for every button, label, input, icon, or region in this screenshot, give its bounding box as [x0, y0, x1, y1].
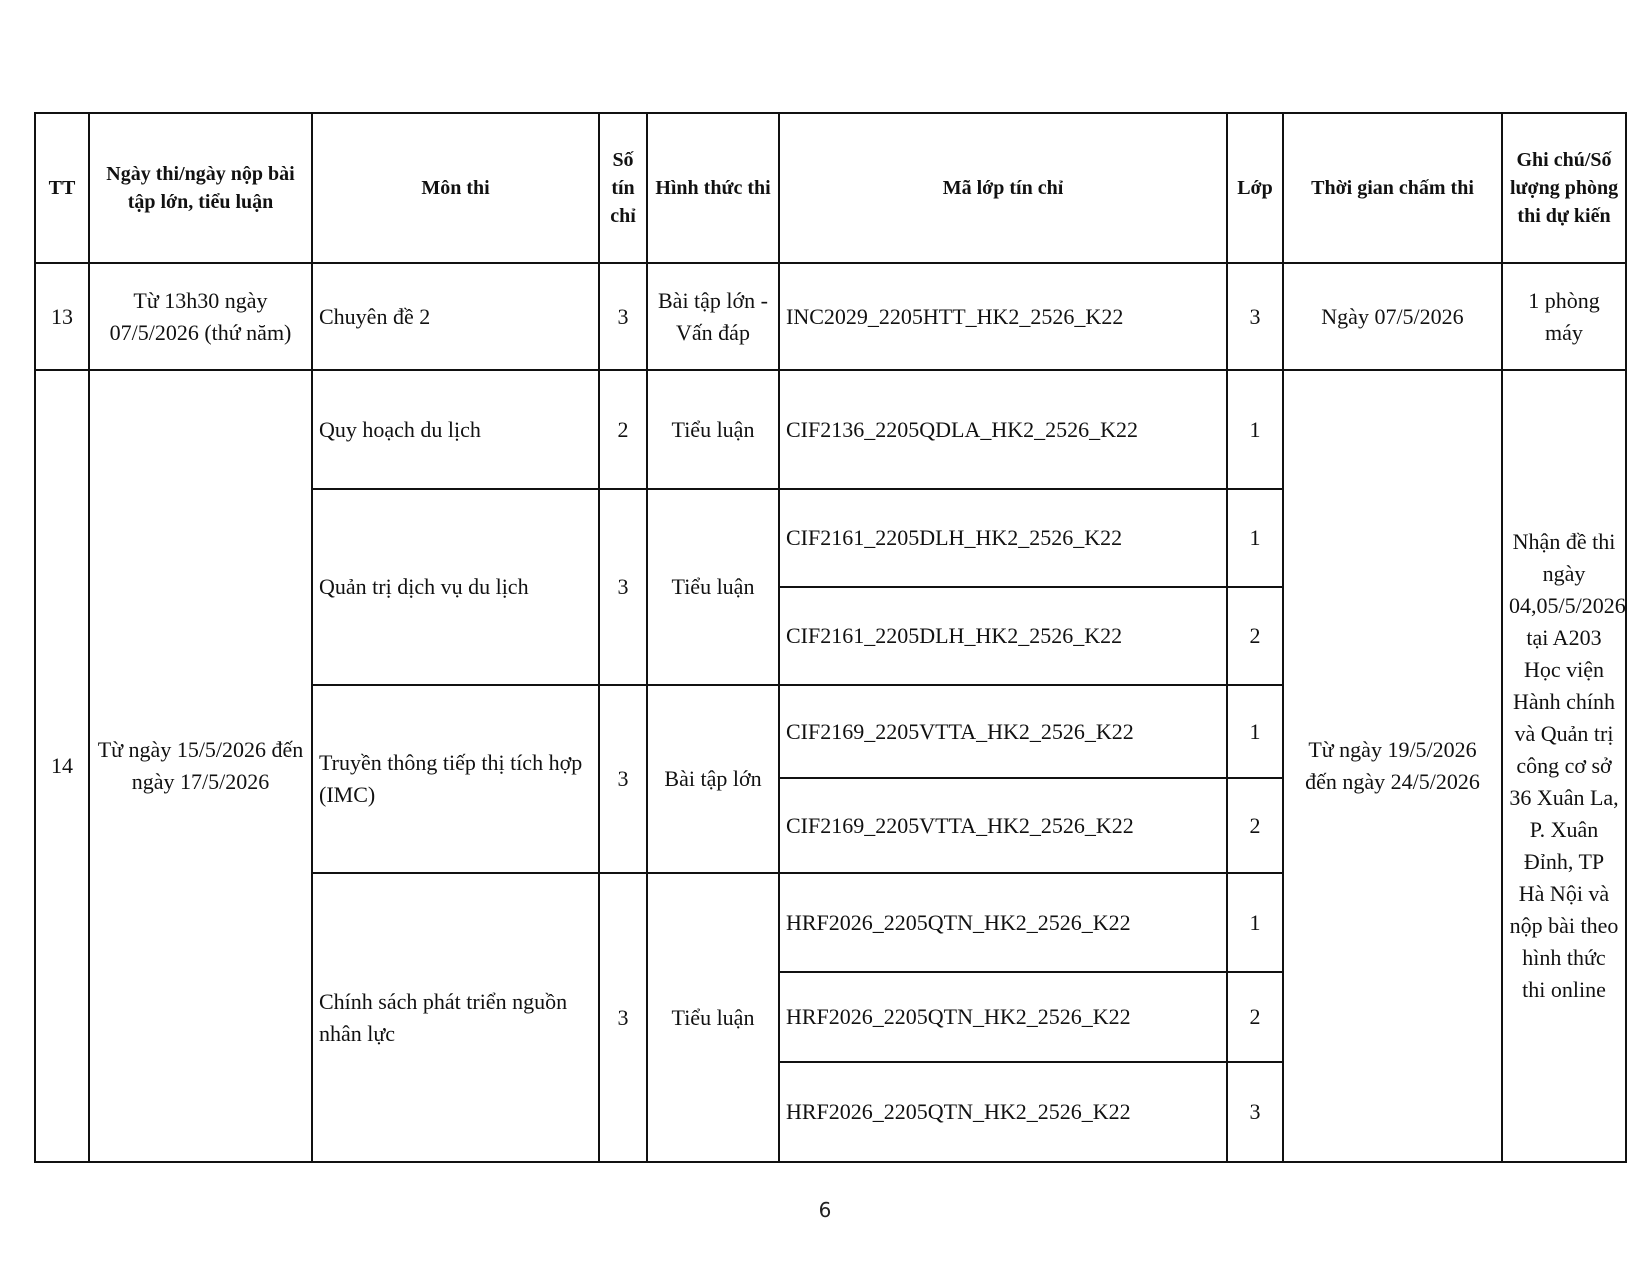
row-lop: 1 [1227, 489, 1283, 587]
table-row [35, 370, 1626, 489]
row-lop: 1 [1227, 873, 1283, 972]
row-format: Bài tập lớn - Vấn đáp [647, 263, 779, 370]
row-class-code: INC2029_2205HTT_HK2_2526_K22 [779, 263, 1227, 370]
row-class-code: HRF2026_2205QTN_HK2_2526_K22 [779, 972, 1227, 1062]
exam-schedule-table [34, 112, 1627, 1163]
row-lop: 3 [1227, 263, 1283, 370]
page-number: 6 [818, 1198, 832, 1222]
row-class-code: CIF2136_2205QDLA_HK2_2526_K22 [779, 370, 1227, 489]
row-credits: 3 [599, 489, 647, 685]
header-tt: TT [35, 113, 89, 263]
row-subject: Chuyên đề 2 [312, 263, 599, 370]
header-lop: Lớp [1227, 113, 1283, 263]
row-subject: Quy hoạch du lịch [312, 370, 599, 489]
header-subject: Môn thi [312, 113, 599, 263]
row-subject: Quản trị dịch vụ du lịch [312, 489, 599, 685]
row-format: Tiểu luận [647, 489, 779, 685]
row-date: Từ 13h30 ngày 07/5/2026 (thứ năm) [89, 263, 312, 370]
row-lop: 1 [1227, 370, 1283, 489]
row-format: Bài tập lớn [647, 685, 779, 873]
row-grading-time: Từ ngày 19/5/2026 đến ngày 24/5/2026 [1283, 370, 1502, 1162]
header-grading-time: Thời gian chấm thi [1283, 113, 1502, 263]
header-note: Ghi chú/Số lượng phòng thi dự kiến [1502, 113, 1626, 263]
row-class-code: HRF2026_2205QTN_HK2_2526_K22 [779, 1062, 1227, 1162]
header-format: Hình thức thi [647, 113, 779, 263]
row-lop: 2 [1227, 972, 1283, 1062]
row-subject: Truyền thông tiếp thị tích hợp (IMC) [312, 685, 599, 873]
header-credits: Số tín chỉ [599, 113, 647, 263]
header-class-code: Mã lớp tín chỉ [779, 113, 1227, 263]
row-class-code: CIF2161_2205DLH_HK2_2526_K22 [779, 489, 1227, 587]
row-class-code: CIF2169_2205VTTA_HK2_2526_K22 [779, 685, 1227, 778]
row-lop: 3 [1227, 1062, 1283, 1162]
row-credits: 3 [599, 263, 647, 370]
row-tt: 14 [35, 370, 89, 1162]
row-class-code: HRF2026_2205QTN_HK2_2526_K22 [779, 873, 1227, 972]
row-format: Tiểu luận [647, 370, 779, 489]
row-date: Từ ngày 15/5/2026 đến ngày 17/5/2026 [89, 370, 312, 1162]
row-lop: 2 [1227, 587, 1283, 685]
row-format: Tiểu luận [647, 873, 779, 1162]
row-class-code: CIF2161_2205DLH_HK2_2526_K22 [779, 587, 1227, 685]
row-tt: 13 [35, 263, 89, 370]
row-subject: Chính sách phát triển nguồn nhân lực [312, 873, 599, 1162]
row-credits: 2 [599, 370, 647, 489]
row-class-code: CIF2169_2205VTTA_HK2_2526_K22 [779, 778, 1227, 873]
header-date: Ngày thi/ngày nộp bài tập lớn, tiểu luận [89, 113, 312, 263]
header-row [35, 113, 1626, 263]
table-row [35, 263, 1626, 370]
row-note: Nhận đề thi ngày 04,05/5/2026 tại A203 Học viện Hành chính và Quản trị công cơ sở 36 Xuân La, P. Xuân Đỉnh, TP Hà Nội và nộp bài theo hình thức thi online [1502, 370, 1626, 1162]
row-credits: 3 [599, 685, 647, 873]
row-credits: 3 [599, 873, 647, 1162]
row-grading-time: Ngày 07/5/2026 [1283, 263, 1502, 370]
row-lop: 2 [1227, 778, 1283, 873]
row-note: 1 phòng máy [1502, 263, 1626, 370]
row-lop: 1 [1227, 685, 1283, 778]
